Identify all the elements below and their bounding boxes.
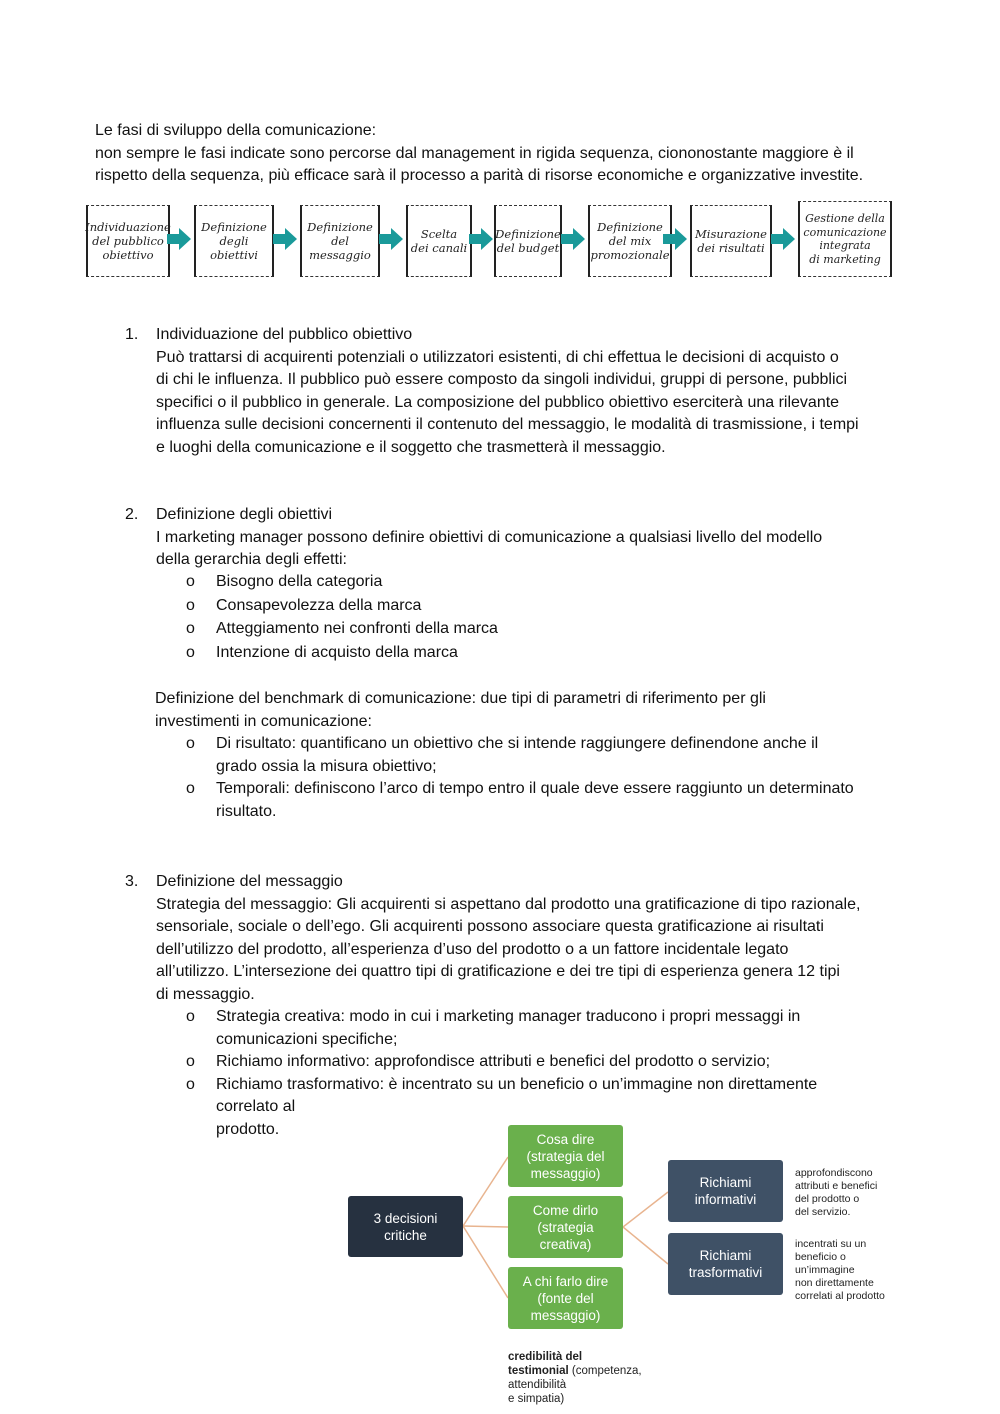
- mindmap-root-node: [348, 1196, 463, 1257]
- list-item-text: Richiamo trasformativo: è incentrato su un beneficio o un’immagine non direttamente: [216, 1075, 818, 1093]
- list-item-text: comunicazioni specifiche;: [216, 1030, 398, 1048]
- mindmap-appeal-node: [668, 1233, 783, 1295]
- connector-line: [463, 1157, 508, 1226]
- list-item-text: Strategia creativa: modo in cui i marketing manager traducono i propri messaggi in: [216, 1008, 801, 1025]
- list-item-text: Atteggiamento nei confronti della marca: [216, 620, 498, 637]
- mindmap-appeal-node: [668, 1160, 783, 1222]
- flow-step-text: comunicazione: [803, 225, 887, 239]
- list-item-text: Consapevolezza della marca: [216, 596, 422, 614]
- flow-step-text: obiettivo: [102, 248, 154, 262]
- paragraph-line: Strategia del messaggio: Gli acquirenti si aspettano dal prodotto una gratificazione di tipo razionale,: [156, 895, 861, 913]
- node-text: messaggio): [530, 1307, 601, 1323]
- list-item-text: Richiamo informativo: approfondisce attributi e benefici del prodotto o servizio;: [216, 1053, 771, 1070]
- flow-step-text: promozionale: [590, 248, 670, 262]
- intro-title: Le fasi di sviluppo della comunicazione:: [95, 122, 377, 139]
- flow-step-text: del pubblico: [92, 234, 164, 248]
- paragraph-line: dell’utilizzo del prodotto, all’esperienza d’uso del prodotto o a un fattore incidentale legato: [156, 940, 789, 958]
- node-text: 3 decisioni: [373, 1210, 438, 1226]
- bullet-icon: o: [186, 1008, 195, 1025]
- list-number: 3.: [125, 873, 139, 890]
- paragraph-line: specifici o il pubblico in generale. La composizione del pubblico obiettivo eserciterà una rilevante: [156, 393, 840, 411]
- flow-step-text: Gestione della: [805, 212, 885, 225]
- paragraph-line: Può trattarsi di acquirenti potenziali o utilizzatori esistenti, di chi effettua le decisioni di acquisto o: [156, 348, 839, 366]
- flow-step-text: del mix: [608, 234, 652, 248]
- mindmap-branch-node: [508, 1125, 623, 1187]
- flow-step-text: Definizione: [201, 220, 267, 234]
- note-line: testimonial (competenza,: [508, 1365, 642, 1377]
- bullet-icon: o: [186, 573, 195, 590]
- bullet-icon: o: [186, 1053, 195, 1070]
- note-line: incentrati su un: [795, 1238, 867, 1250]
- note-informativi: [795, 1167, 877, 1219]
- list-item-text: Bisogno della categoria: [216, 573, 383, 590]
- node-text: Richiami: [699, 1248, 752, 1263]
- note-line: attributi e benefici: [795, 1180, 878, 1192]
- paragraph-line: investimenti in comunicazione:: [155, 712, 372, 730]
- section-title: Individuazione del pubblico obiettivo: [156, 326, 413, 343]
- note-line: un’immagine: [795, 1264, 855, 1276]
- node-text: (fonte del: [537, 1290, 594, 1306]
- flow-step-text: del messaggio: [309, 234, 371, 262]
- list-item-text: grado ossia la misura obiettivo;: [216, 757, 437, 775]
- note-line: beneficio o: [795, 1251, 846, 1263]
- flow-step-text: Definizione: [597, 220, 663, 234]
- node-text: critiche: [384, 1227, 427, 1243]
- list-item-text: risultato.: [216, 802, 277, 820]
- section-title: Definizione degli obiettivi: [156, 506, 333, 523]
- list-item-text: Temporali: definiscono l’arco di tempo entro il quale deve essere raggiunto un determinato: [216, 780, 854, 797]
- node-text: trasformativi: [688, 1265, 763, 1280]
- paragraph-line: I marketing manager possono definire obiettivi di comunicazione a qualsiasi livello del modello: [156, 528, 823, 546]
- bullet-icon: o: [186, 620, 195, 637]
- flow-step-text: dei risultati: [697, 241, 765, 255]
- list-number: 1.: [125, 326, 139, 343]
- note-line: attendibilità: [508, 1379, 567, 1391]
- node-text: Cosa dire: [536, 1131, 595, 1147]
- intro-line: rispetto della sequenza, più efficace sarà il processo a parità di risorse economiche e organizzative investite.: [95, 167, 864, 184]
- node-text: informativi: [694, 1192, 757, 1207]
- section-title: Definizione del messaggio: [156, 873, 343, 890]
- note-line: del prodotto o: [795, 1193, 860, 1205]
- flow-step-text: integrata: [819, 239, 871, 252]
- flow-step-text: Individuazione: [85, 220, 171, 234]
- paragraph-line: all’utilizzo. L’intersezione dei quattro tipi di gratificazione e dei tre tipi di esperienza genera 12 tipi: [156, 963, 840, 980]
- note-line: non direttamente: [795, 1277, 874, 1289]
- paragraph-line: di chi le influenza. Il pubblico può essere composto da singoli individui, gruppi di persone, pubblici: [156, 371, 848, 388]
- bullet-icon: o: [186, 596, 195, 614]
- bullet-icon: o: [186, 643, 195, 661]
- connector-line: [463, 1226, 508, 1227]
- list-item-text: Intenzione di acquisto della marca: [216, 643, 458, 661]
- flow-step-text: Definizione: [495, 227, 561, 241]
- flow-step-text: Scelta: [420, 227, 458, 241]
- node-text: (strategia: [537, 1219, 594, 1235]
- list-number: 2.: [125, 506, 139, 523]
- flow-step-text: del budget: [496, 241, 560, 255]
- node-text: (strategia del: [526, 1148, 605, 1164]
- node-text: messaggio): [530, 1165, 601, 1181]
- note-line: credibilità del: [508, 1351, 583, 1363]
- flow-step-text: degli obiettivi: [210, 234, 258, 262]
- note-line: correlati al prodotto: [795, 1290, 885, 1302]
- paragraph-line: influenza sulle decisioni concernenti il contenuto del messaggio, le modalità di trasmissione, i tempi: [156, 416, 859, 433]
- list-item-text: prodotto.: [216, 1120, 280, 1138]
- bullet-icon: o: [186, 735, 195, 752]
- connector-line: [463, 1226, 508, 1298]
- credibility-note: [508, 1350, 642, 1406]
- paragraph-line: della gerarchia degli effetti:: [156, 551, 347, 568]
- mindmap-branch-node: [508, 1196, 623, 1258]
- connector-line: [623, 1227, 668, 1264]
- connector-line: [623, 1192, 668, 1227]
- note-line: e simpatia): [508, 1393, 565, 1405]
- note-line: del servizio.: [795, 1206, 851, 1218]
- note-trasformativi: [795, 1238, 885, 1303]
- bullet-icon: o: [186, 780, 195, 797]
- list-item-text: Di risultato: quantificano un obiettivo che si intende raggiungere definendone anche il: [216, 735, 819, 752]
- node-text: Richiami: [699, 1175, 752, 1190]
- node-text: Come dirlo: [532, 1202, 599, 1218]
- node-text: A chi farlo dire: [522, 1273, 609, 1289]
- flow-step-text: Definizione: [307, 220, 373, 234]
- flow-step-text: Misurazione: [695, 227, 767, 241]
- paragraph-line: sensoriale, sociale o dell’ego. Gli acquirenti possono associare questa gratificazione ai risultati: [156, 918, 824, 935]
- flow-step-text: dei canali: [410, 241, 468, 255]
- paragraph-line: Definizione del benchmark di comunicazione: due tipi di parametri di riferimento per gli: [155, 690, 766, 707]
- paragraph-line: e luoghi della comunicazione e il soggetto che trasmetterà il messaggio.: [156, 438, 666, 456]
- paragraph-line: di messaggio.: [156, 985, 255, 1003]
- node-text: creativa): [539, 1236, 592, 1252]
- flow-step-text: di marketing: [809, 252, 881, 266]
- bullet-icon: o: [186, 1075, 195, 1093]
- mindmap-branch-node: [508, 1267, 623, 1329]
- note-line: approfondiscono: [795, 1167, 873, 1179]
- list-item-text: correlato al: [216, 1098, 296, 1115]
- intro-line: non sempre le fasi indicate sono percorse dal management in rigida sequenza, ciononostante maggiore è il: [95, 144, 854, 162]
